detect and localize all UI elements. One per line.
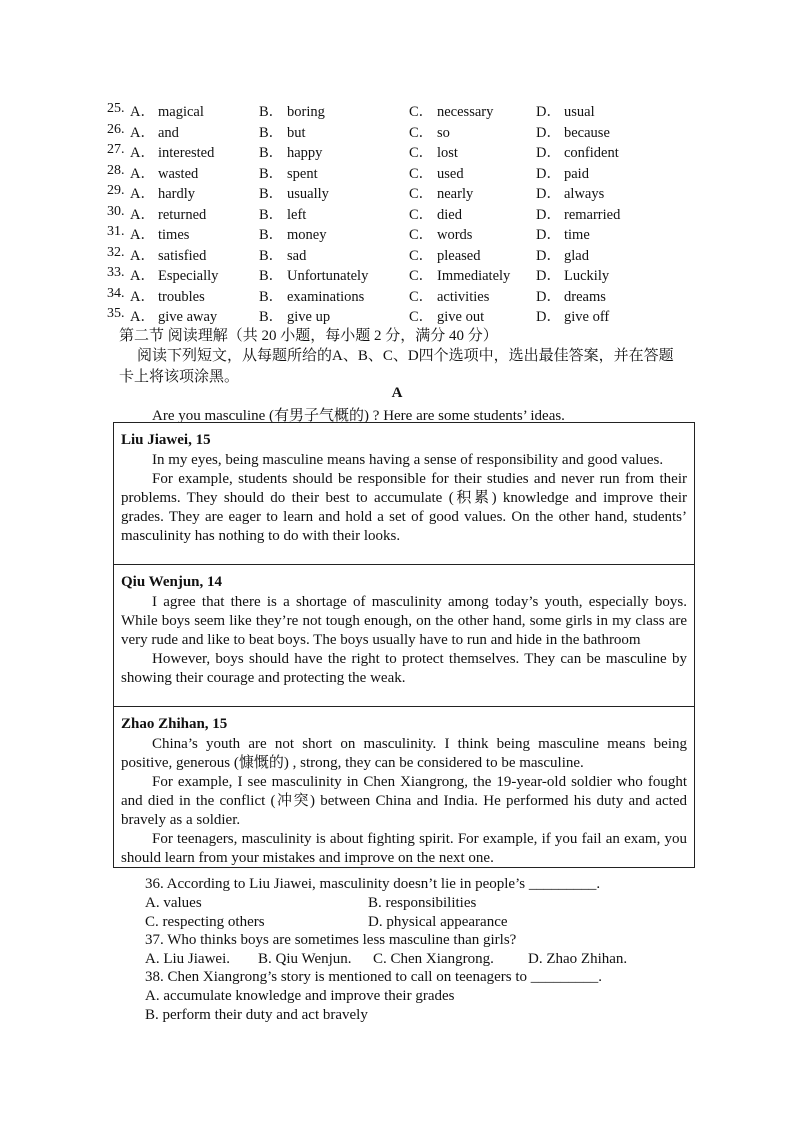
option-text: dreams xyxy=(564,288,606,305)
option-text: hardly xyxy=(158,186,196,202)
option-letter: A． xyxy=(130,227,155,243)
answer-option-a[interactable] xyxy=(130,287,205,307)
answer-option-c[interactable] xyxy=(409,287,489,307)
option-letter: B． xyxy=(259,165,284,182)
option-text: but xyxy=(287,124,306,141)
option-letter: B． xyxy=(259,268,284,284)
option-text: activities xyxy=(437,288,490,305)
option-text: spent xyxy=(287,165,318,182)
answer-option-a[interactable] xyxy=(130,164,198,184)
option-text: Especially xyxy=(158,268,219,284)
option-text: happy xyxy=(287,145,323,161)
option-letter: A． xyxy=(130,288,155,305)
question-38-option-a[interactable]: A. accumulate knowledge and improve their grades xyxy=(145,988,455,1004)
answer-option-d[interactable] xyxy=(536,123,610,143)
answer-option-b[interactable] xyxy=(259,266,368,286)
answer-option-b[interactable] xyxy=(259,143,322,163)
option-letter: C． xyxy=(409,165,434,182)
answer-option-d[interactable] xyxy=(536,143,619,163)
option-letter: C． xyxy=(409,104,434,120)
opinion-paragraph: However, boys should have the right to protect themselves. They can be masculine by showing their courage and protecting the weak. xyxy=(121,651,687,686)
answer-option-d[interactable] xyxy=(536,164,589,184)
option-text: wasted xyxy=(158,165,199,182)
option-letter: D． xyxy=(536,309,561,325)
option-letter: D． xyxy=(536,186,561,202)
answer-option-d[interactable] xyxy=(536,266,609,286)
option-text: left xyxy=(287,206,307,223)
question-number: 32. xyxy=(107,244,125,260)
option-letter: C． xyxy=(409,186,434,202)
answer-option-a[interactable] xyxy=(130,102,204,122)
answer-option-d[interactable] xyxy=(536,246,589,266)
option-text: give away xyxy=(158,309,218,325)
answer-option-b[interactable] xyxy=(259,164,318,184)
option-text: satisfied xyxy=(158,247,207,264)
option-letter: D． xyxy=(536,247,561,264)
option-text: Immediately xyxy=(437,268,511,284)
option-text: paid xyxy=(564,165,589,182)
answer-option-b[interactable] xyxy=(259,102,325,122)
question-number: 27. xyxy=(107,142,125,157)
option-letter: D． xyxy=(536,145,561,161)
option-letter: C． xyxy=(409,227,434,243)
option-letter: A． xyxy=(130,124,155,141)
question-37-option-b[interactable]: B. Qiu Wenjun. xyxy=(258,951,352,967)
option-text: give off xyxy=(564,309,610,325)
option-letter: A． xyxy=(130,247,155,264)
option-letter: A． xyxy=(130,206,155,223)
question-number: 31. xyxy=(107,224,125,239)
answer-option-b[interactable] xyxy=(259,184,329,204)
option-letter: D． xyxy=(536,104,561,120)
answer-option-a[interactable] xyxy=(130,225,189,245)
student-name: Qiu Wenjun, 14 xyxy=(121,574,223,590)
question-number: 29. xyxy=(107,183,125,198)
option-letter: A． xyxy=(130,309,155,325)
option-text: nearly xyxy=(437,186,474,202)
option-letter: A． xyxy=(130,145,155,161)
answer-option-b[interactable] xyxy=(259,123,306,143)
opinion-box-zhao xyxy=(113,706,695,868)
option-text: remarried xyxy=(564,206,621,223)
answer-option-b[interactable] xyxy=(259,246,306,266)
opinion-box-liu xyxy=(113,422,695,565)
option-letter: D． xyxy=(536,124,561,141)
section-title: 第二节 阅读理解（共 20 小题，每小题 2 分，满分 40 分） xyxy=(119,328,498,344)
opinion-paragraph: For teenagers, masculinity is about fighting spirit. For example, if you fail an exam, you should learn from your mistakes and improve on the next one. xyxy=(121,831,687,866)
option-letter: B． xyxy=(259,309,284,325)
option-text: pleased xyxy=(437,247,481,264)
option-letter: B． xyxy=(259,186,284,202)
answer-option-a[interactable] xyxy=(130,184,195,204)
opinion-paragraph: For example, I see masculinity in Chen Xiangrong, the 19-year-old soldier who fought and died in the conflict (冲突) between China and India. He performed his duty and acted bravely as a soldier. xyxy=(121,774,687,828)
option-letter: C． xyxy=(409,268,434,284)
answer-option-c[interactable] xyxy=(409,164,464,184)
question-38-stem: 38. Chen Xiangrong’s story is mentioned to call on teenagers to _________. xyxy=(145,969,603,985)
option-letter: B． xyxy=(259,104,284,120)
question-37-option-d[interactable]: D. Zhao Zhihan. xyxy=(528,951,628,967)
option-text: because xyxy=(564,124,610,141)
option-text: necessary xyxy=(437,104,494,120)
option-letter: B． xyxy=(259,288,284,305)
answer-option-c[interactable] xyxy=(409,102,493,122)
question-number: 26. xyxy=(107,121,125,137)
option-text: Unfortunately xyxy=(287,268,369,284)
option-text: give out xyxy=(437,309,485,325)
option-letter: D． xyxy=(536,288,561,305)
answer-option-a[interactable] xyxy=(130,205,206,225)
option-text: words xyxy=(437,227,473,243)
option-letter: D． xyxy=(536,165,561,182)
option-text: so xyxy=(437,124,450,141)
option-text: time xyxy=(564,227,590,243)
answer-option-c[interactable] xyxy=(409,205,462,225)
option-letter: C． xyxy=(409,288,434,305)
option-letter: C． xyxy=(409,309,434,325)
answer-option-b[interactable] xyxy=(259,287,364,307)
opinion-paragraph: For example, students should be responsible for their studies and never run from their problems. They should do their best to accumulate (积累) knowledge and improve their grades. They are eager to learn and hold a set of good values. On the other hand, students’ masculinity has nothing to do with their looks. xyxy=(121,471,687,544)
option-text: Luckily xyxy=(564,268,610,284)
answer-option-a[interactable] xyxy=(130,123,179,143)
answer-option-c[interactable] xyxy=(409,184,473,204)
answer-option-c[interactable] xyxy=(409,246,480,266)
option-letter: C． xyxy=(409,145,434,161)
option-text: died xyxy=(437,206,462,223)
answer-option-a[interactable] xyxy=(130,143,214,163)
question-number: 28. xyxy=(107,162,125,178)
option-text: glad xyxy=(564,247,589,264)
answer-option-c[interactable] xyxy=(409,266,510,286)
option-letter: B． xyxy=(259,145,284,161)
question-36-option-c[interactable]: C. respecting others xyxy=(145,914,265,930)
option-letter: A． xyxy=(130,104,155,120)
question-37-option-a[interactable]: A. Liu Jiawei. xyxy=(145,951,230,967)
option-letter: C． xyxy=(409,206,434,223)
answer-option-d[interactable] xyxy=(536,184,604,204)
instructions: 阅读下列短文，从每题所给的A、B、C、D四个选项中，选出最佳答案，并在答题卡上将该项涂黑。 xyxy=(119,348,674,385)
option-text: used xyxy=(437,165,464,182)
question-36-option-a[interactable]: A. values xyxy=(145,895,202,911)
question-number: 30. xyxy=(107,203,125,219)
option-letter: B． xyxy=(259,227,284,243)
question-36-option-b[interactable]: B. responsibilities xyxy=(368,895,477,911)
answer-option-d[interactable] xyxy=(536,102,595,122)
question-37-option-c[interactable]: C. Chen Xiangrong. xyxy=(373,951,494,967)
option-text: usually xyxy=(287,186,329,202)
option-text: and xyxy=(158,124,179,141)
option-text: usual xyxy=(564,104,595,120)
option-letter: D． xyxy=(536,227,561,243)
answer-option-b[interactable] xyxy=(259,225,326,245)
option-text: troubles xyxy=(158,288,205,305)
question-number: 33. xyxy=(107,265,125,280)
option-text: interested xyxy=(158,145,215,161)
option-text: money xyxy=(287,227,327,243)
question-38-option-b[interactable]: B. perform their duty and act bravely xyxy=(145,1007,368,1023)
answer-option-d[interactable] xyxy=(536,225,590,245)
answer-option-a[interactable] xyxy=(130,246,206,266)
passage-label: A xyxy=(391,385,403,401)
option-text: lost xyxy=(437,145,458,161)
option-letter: D． xyxy=(536,268,561,284)
option-letter: A． xyxy=(130,165,155,182)
option-letter: C． xyxy=(409,124,434,141)
answer-option-c[interactable] xyxy=(409,143,458,163)
question-number: 35. xyxy=(107,306,125,321)
option-text: examinations xyxy=(287,288,365,305)
opinion-box-qiu xyxy=(113,564,695,707)
student-name: Zhao Zhihan, 15 xyxy=(121,716,228,732)
opinion-paragraph: China’s youth are not short on masculinity. I think being masculine means being positive, generous (慷慨的) , strong, they can be considered to be masculine. xyxy=(121,736,687,771)
option-letter: A． xyxy=(130,186,155,202)
option-letter: B． xyxy=(259,124,284,141)
option-letter: B． xyxy=(259,247,284,264)
question-36-option-d[interactable]: D. physical appearance xyxy=(368,914,508,930)
option-text: always xyxy=(564,186,605,202)
option-text: give up xyxy=(287,309,331,325)
passage-intro: Are you masculine (有男子气概的) ? Here are some students’ ideas. xyxy=(152,408,565,424)
question-number: 25. xyxy=(107,101,125,116)
answer-option-b[interactable] xyxy=(259,205,306,225)
answer-option-d[interactable] xyxy=(536,307,609,327)
option-text: magical xyxy=(158,104,204,120)
answer-option-d[interactable] xyxy=(536,287,606,307)
option-text: confident xyxy=(564,145,619,161)
answer-option-a[interactable] xyxy=(130,266,218,286)
question-36-stem: 36. According to Liu Jiawei, masculinity doesn’t lie in people’s _________. xyxy=(145,876,601,892)
option-letter: B． xyxy=(259,206,284,223)
option-text: boring xyxy=(287,104,325,120)
opinion-paragraph: I agree that there is a shortage of masculinity among today’s youth, especially boys. While boys seem like they’re not tough enough, on the other hand, some girls in my class are very rude and like to beat boys. The boys usually have to run and hide in the bathroom xyxy=(121,594,687,648)
question-number: 34. xyxy=(107,285,125,301)
option-letter: A． xyxy=(130,268,155,284)
option-text: sad xyxy=(287,247,307,264)
option-letter: D． xyxy=(536,206,561,223)
opinion-paragraph: In my eyes, being masculine means having a sense of responsibility and good values. xyxy=(152,452,664,468)
answer-option-c[interactable] xyxy=(409,123,450,143)
answer-option-d[interactable] xyxy=(536,205,620,225)
student-name: Liu Jiawei, 15 xyxy=(121,432,211,448)
option-text: returned xyxy=(158,206,207,223)
option-text: times xyxy=(158,227,190,243)
option-letter: C． xyxy=(409,247,434,264)
question-37-stem: 37. Who thinks boys are sometimes less masculine than girls? xyxy=(145,932,517,948)
answer-option-c[interactable] xyxy=(409,225,472,245)
